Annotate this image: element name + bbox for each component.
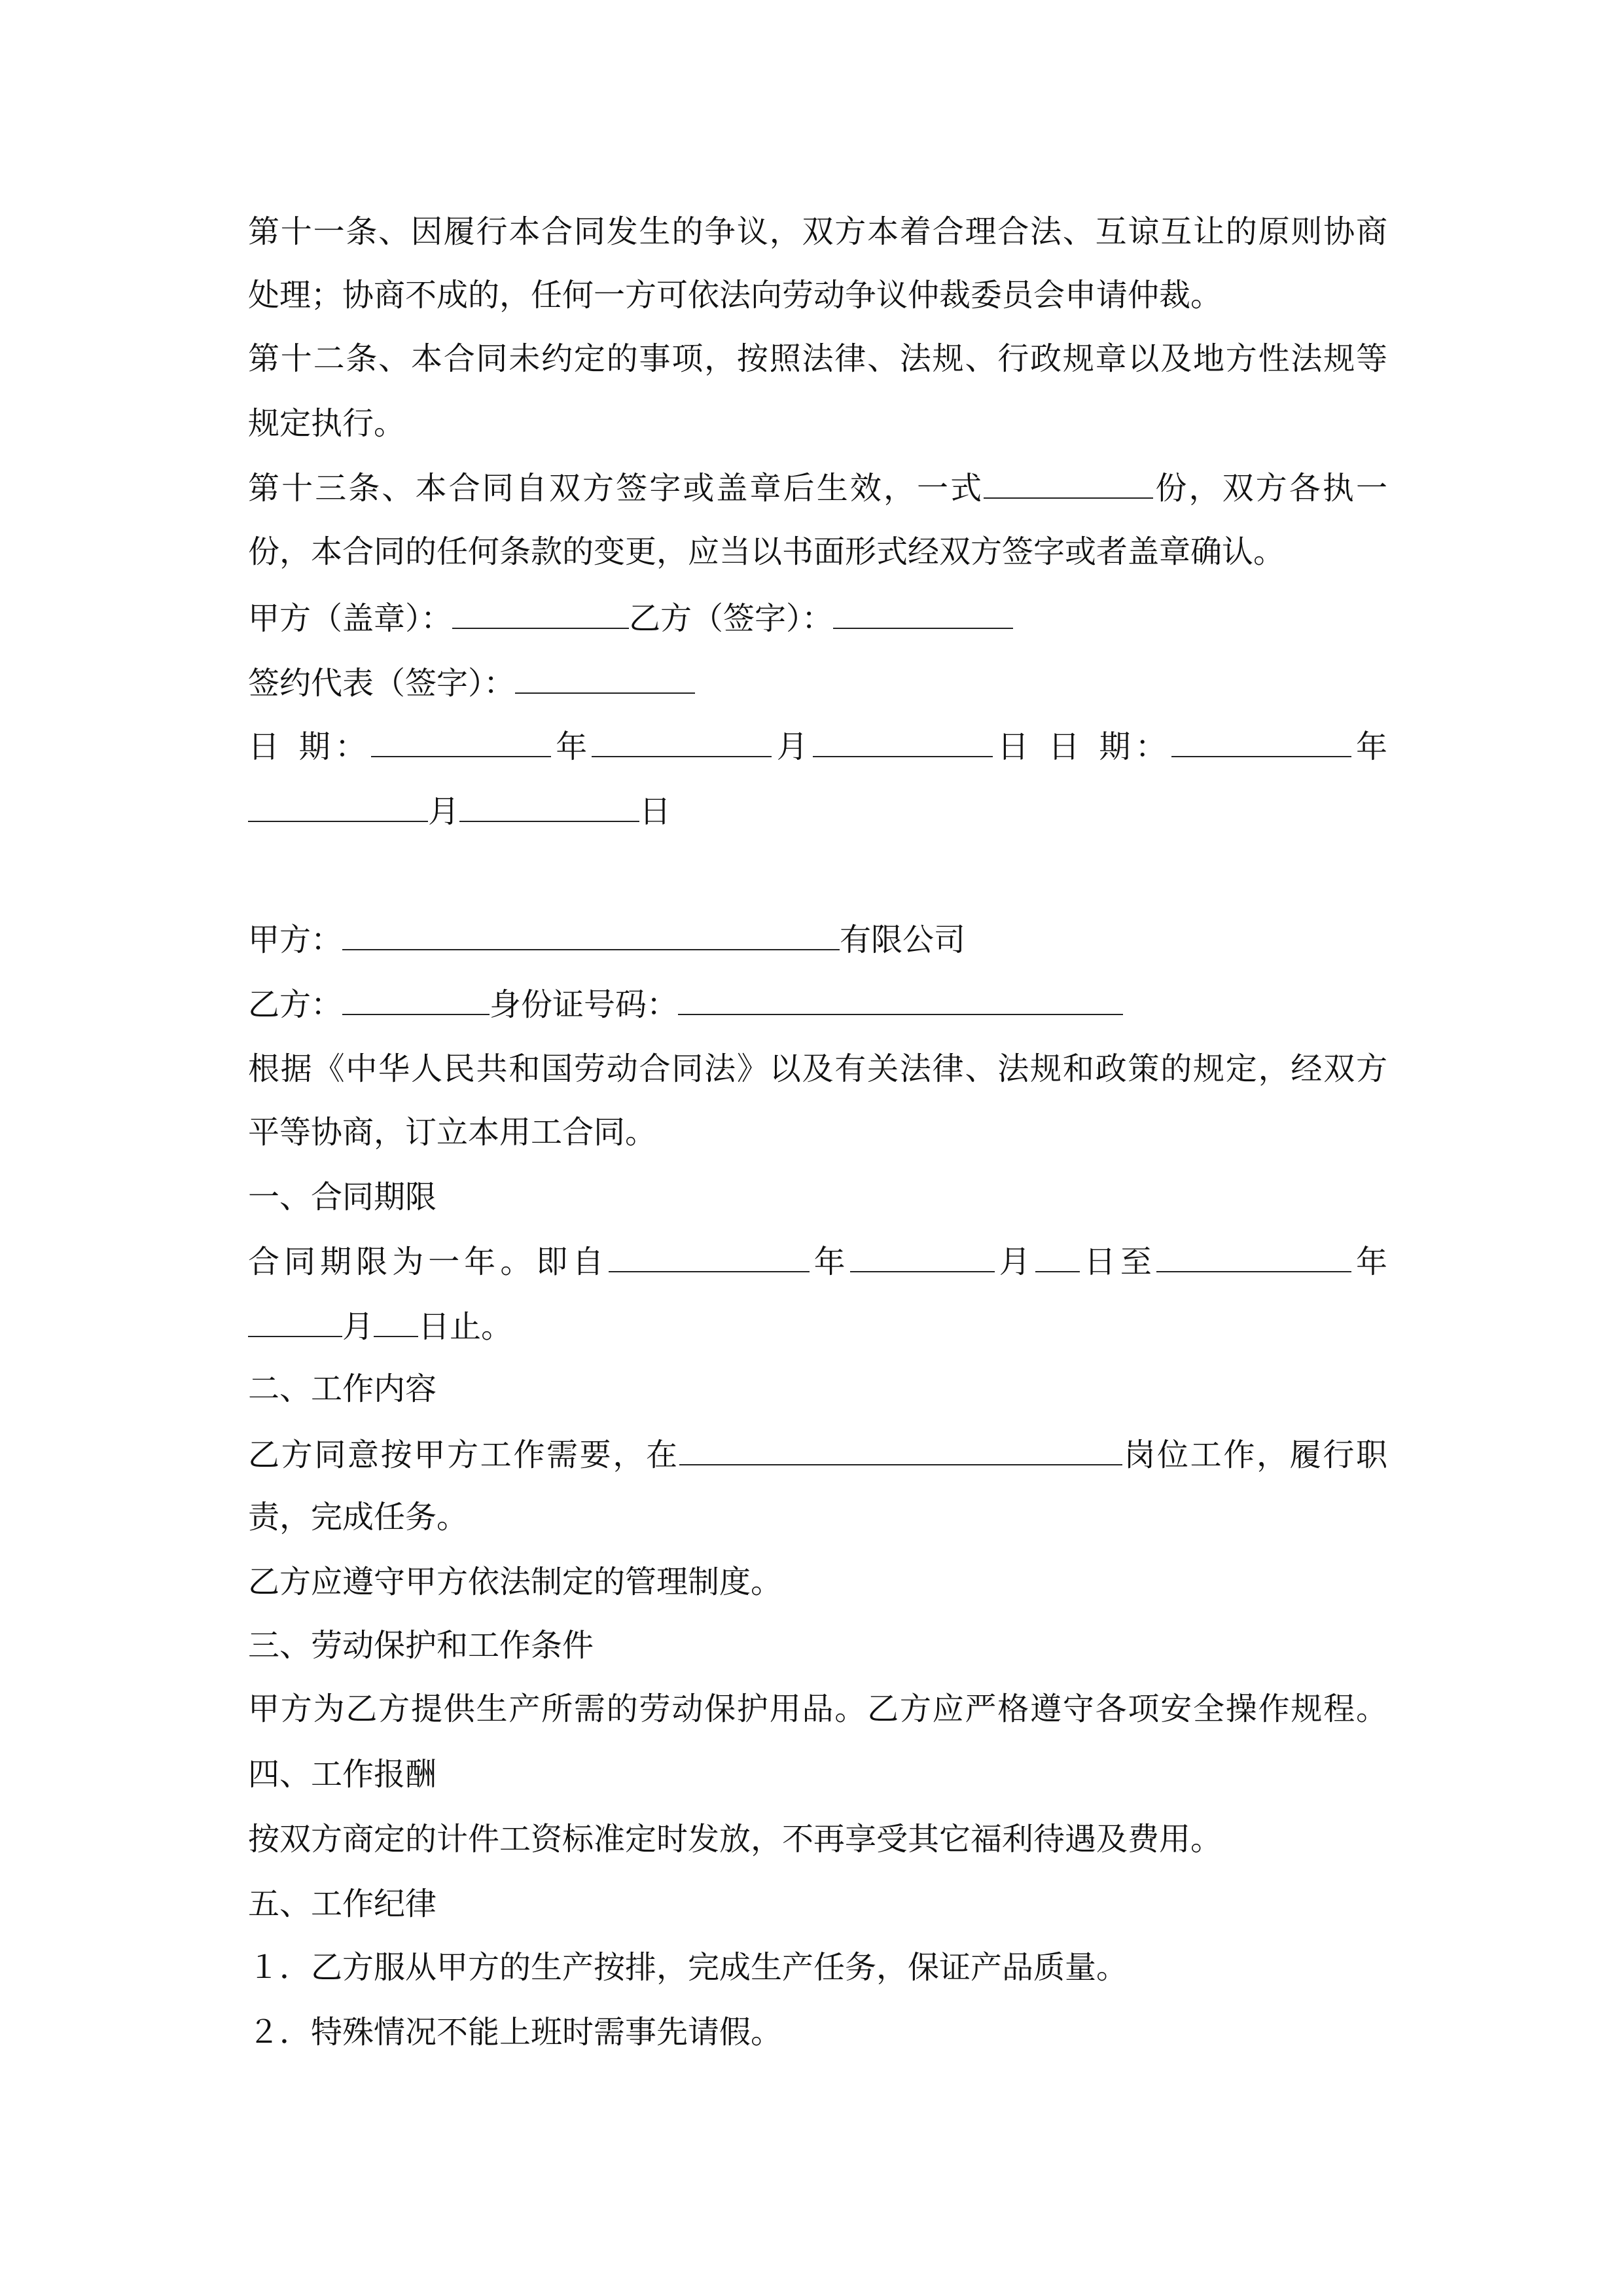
section-5-title: 五、工作纪律	[248, 1886, 437, 1922]
end-day-blank[interactable]	[374, 1306, 418, 1337]
party-b-line	[248, 984, 1123, 1023]
year-blank-2[interactable]	[1171, 726, 1351, 757]
section-3-text: 甲方为乙方提供生产所需的劳动保护用品。乙方应严格遵守各项安全操作规程。	[248, 1691, 1387, 1727]
party-b-name-blank[interactable]	[342, 984, 490, 1015]
intro-line-1: 根据《中华人民共和国劳动合同法》以及有关法律、法规和政策的规定，经双方	[248, 1050, 1387, 1087]
text: 年	[1351, 1244, 1387, 1280]
text: 第十三条、本合同自双方签字或盖章后生效，一式	[248, 470, 984, 507]
text: 月	[772, 728, 813, 765]
representative-label: 签约代表（签字）：	[248, 665, 516, 702]
id-number-blank[interactable]	[678, 984, 1123, 1015]
representative-line	[248, 662, 695, 702]
term-line	[248, 1241, 1387, 1280]
company-blank[interactable]	[342, 919, 840, 950]
party-b-label: 乙方：	[248, 986, 343, 1023]
party-b-sign-blank[interactable]	[833, 598, 1013, 629]
text: 日止。	[418, 1308, 513, 1345]
text: 有限公司	[840, 922, 966, 958]
text: 份，双方各执一	[1153, 470, 1387, 507]
text: 年	[551, 728, 592, 765]
position-blank[interactable]	[679, 1434, 1122, 1465]
id-label: 身份证号码：	[490, 986, 679, 1023]
section-4-title: 四、工作报酬	[248, 1756, 437, 1793]
article-11-line-1: 第十一条、因履行本合同发生的争议，双方本着合理合法、互谅互让的原则协商	[248, 213, 1387, 250]
start-day-blank[interactable]	[1035, 1241, 1080, 1272]
section-5-item-2: ２．特殊情况不能上班时需事先请假。	[248, 2014, 783, 2051]
text: 日 日 期：	[992, 728, 1171, 765]
article-12-line-2: 规定执行。	[248, 405, 406, 442]
party-a-seal-label: 甲方（盖章）：	[248, 600, 453, 637]
term-line-2	[248, 1306, 512, 1345]
text: 月	[342, 1308, 374, 1345]
year-blank[interactable]	[371, 726, 551, 757]
day-blank[interactable]	[813, 726, 993, 757]
party-a-label: 甲方：	[248, 922, 343, 958]
work-line-2: 责，完成任务。	[248, 1499, 469, 1535]
text: 年	[1351, 728, 1387, 765]
article-11-line-2: 处理；协商不成的，任何一方可依法向劳动争议仲裁委员会申请仲裁。	[248, 277, 1222, 314]
section-2-title: 二、工作内容	[248, 1371, 437, 1407]
date-line	[248, 726, 1387, 765]
representative-blank[interactable]	[515, 662, 695, 694]
party-a-seal-blank[interactable]	[452, 598, 629, 629]
signature-line	[248, 598, 1013, 637]
date-label: 日 期：	[248, 728, 372, 765]
article-13-line-2: 份，本合同的任何条款的变更，应当以书面形式经双方签字或者盖章确认。	[248, 533, 1285, 570]
date-line-2	[248, 791, 671, 830]
text: 月	[428, 793, 460, 830]
text: 日至	[1079, 1244, 1156, 1280]
end-year-blank[interactable]	[1156, 1241, 1351, 1272]
text: 合同期限为一年。即自	[248, 1244, 609, 1280]
party-b-sign-label: 乙方（签字）：	[629, 600, 834, 637]
text: 日	[639, 793, 671, 830]
day-blank-2[interactable]	[459, 791, 639, 822]
work-line	[248, 1434, 1387, 1473]
intro-line-2: 平等协商，订立本用工合同。	[248, 1114, 657, 1151]
start-year-blank[interactable]	[609, 1241, 810, 1272]
start-month-blank[interactable]	[850, 1241, 995, 1272]
text: 年	[809, 1244, 850, 1280]
text: 月	[994, 1244, 1035, 1280]
month-blank[interactable]	[592, 726, 772, 757]
copies-blank[interactable]	[984, 467, 1153, 499]
section-5-item-1: １．乙方服从甲方的生产按排，完成生产任务，保证产品质量。	[248, 1949, 1128, 1986]
section-1-title: 一、合同期限	[248, 1179, 437, 1215]
section-3-title: 三、劳动保护和工作条件	[248, 1627, 594, 1664]
text: 乙方同意按甲方工作需要，在	[248, 1437, 679, 1473]
text: 岗位工作，履行职	[1122, 1437, 1387, 1473]
end-month-blank[interactable]	[248, 1306, 342, 1337]
party-a-line	[248, 919, 965, 958]
article-12-line-1: 第十二条、本合同未约定的事项，按照法律、法规、行政规章以及地方性法规等	[248, 340, 1387, 377]
month-blank-2[interactable]	[248, 791, 428, 822]
work-rules: 乙方应遵守甲方依法制定的管理制度。	[248, 1564, 783, 1600]
section-4-text: 按双方商定的计件工资标准定时发放，不再享受其它福利待遇及费用。	[248, 1821, 1222, 1857]
article-13-line-1	[248, 467, 1387, 507]
